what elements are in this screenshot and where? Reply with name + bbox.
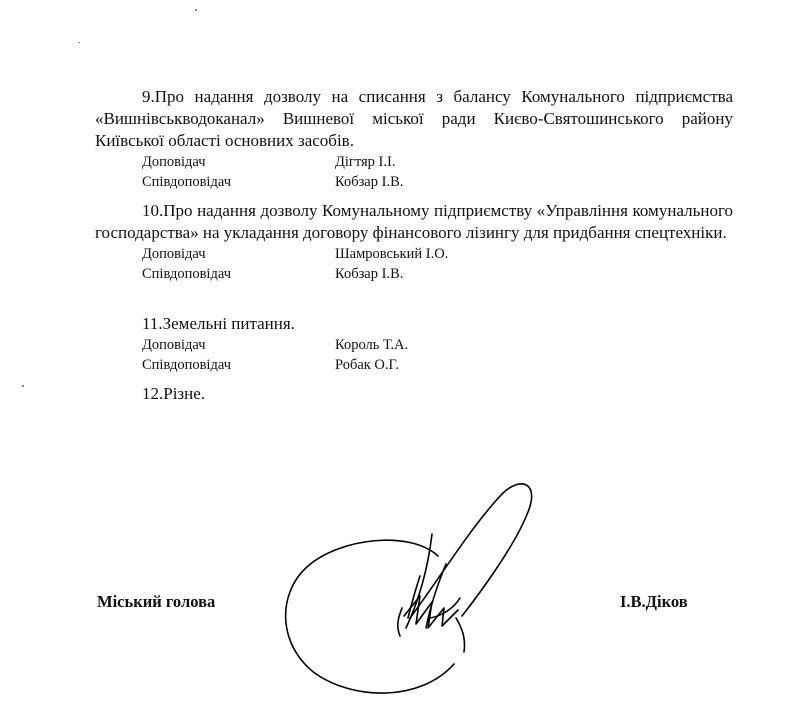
scan-speck <box>22 385 24 387</box>
agenda-item-11 <box>95 313 733 375</box>
speaker-name: Дігтяр І.І. <box>335 154 396 170</box>
agenda-item-text: 9.Про надання дозволу на списання з балансу Комунального підприємства «Вишнівськводоканал» Вишневої міської ради Києво-Святошинського району Київської області основних засобів. <box>95 87 733 150</box>
co-speaker-name: Кобзар І.В. <box>335 174 404 190</box>
role-label: Доповідач <box>142 246 206 262</box>
role-label: Доповідач <box>142 337 206 353</box>
signatory-name: І.В.Діков <box>620 592 688 611</box>
agenda-item-text: 10.Про надання дозволу Комунальному підприємству «Управління комунального господарства» на укладання договору фінансового лізингу для придбання спецтехніки. <box>95 201 733 242</box>
agenda-item-9 <box>95 86 733 192</box>
scan-speck <box>78 42 80 43</box>
handwritten-signature <box>270 468 560 708</box>
signatory-position: Міський голова <box>97 592 216 611</box>
role-label: Доповідач <box>142 154 206 170</box>
role-label: Співдоповідач <box>142 266 231 282</box>
co-speaker-name: Кобзар І.В. <box>335 266 404 282</box>
agenda-item-text: 12.Різне. <box>142 384 206 403</box>
scan-speck <box>195 9 197 11</box>
co-speaker-row <box>95 264 733 284</box>
agenda-item-12 <box>95 383 733 405</box>
co-speaker-row <box>95 172 733 192</box>
speaker-row <box>95 244 733 264</box>
speaker-name: Король Т.А. <box>335 337 409 353</box>
speaker-name: Шамровський І.О. <box>335 246 449 262</box>
co-speaker-name: Робак О.Г. <box>335 357 399 373</box>
speaker-row <box>95 335 733 355</box>
co-speaker-row <box>95 355 733 375</box>
agenda-item-10 <box>95 200 733 284</box>
speaker-row <box>95 152 733 172</box>
agenda-item-text: 11.Земельні питання. <box>142 314 295 333</box>
role-label: Співдоповідач <box>142 174 231 190</box>
role-label: Співдоповідач <box>142 357 231 373</box>
